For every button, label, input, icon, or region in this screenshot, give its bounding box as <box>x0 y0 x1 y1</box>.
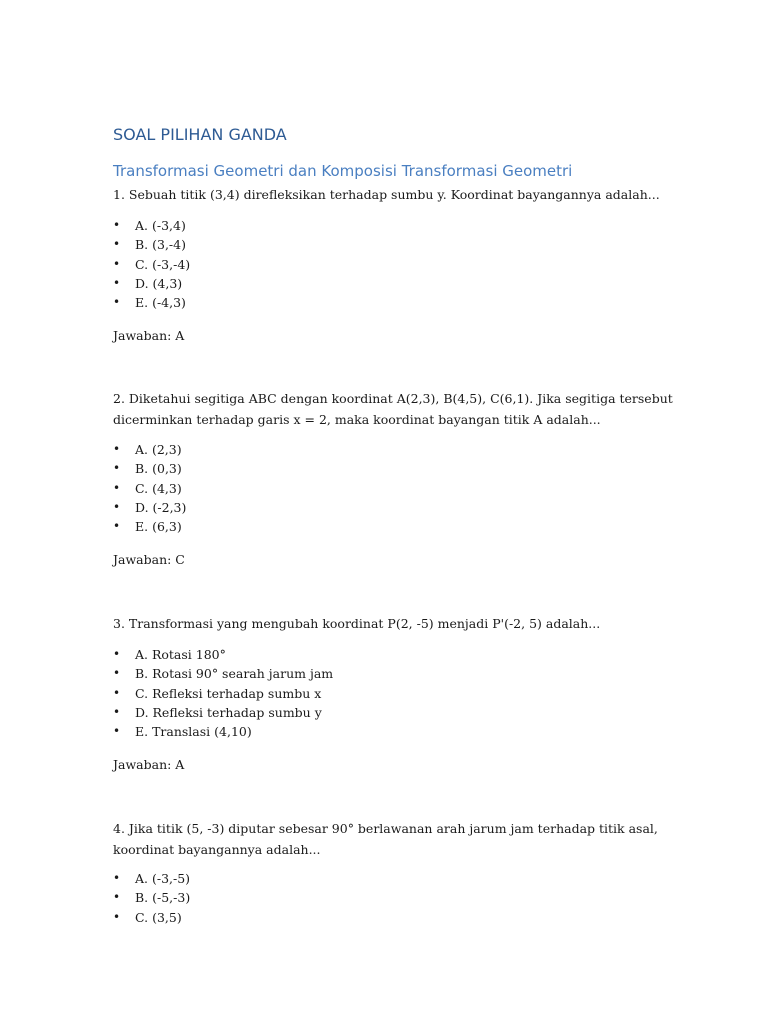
bullet-icon: • <box>113 218 121 232</box>
bullet-icon: • <box>113 237 121 252</box>
bullet-icon: • <box>113 461 121 476</box>
bullet-icon: • <box>113 256 121 271</box>
option-item <box>113 293 190 312</box>
bullet-icon: • <box>113 295 121 310</box>
question-3-options <box>113 645 333 741</box>
option-item <box>113 459 186 478</box>
question-1-text: 1. Sebuah titik (3,4) direfleksikan terhadap sumbu y. Koordinat bayangannya adalah... <box>113 187 660 202</box>
question-4-text: 4. Jika titik (5, -3) diputar sebesar 90° berlawanan arah jarum jam terhadap titik asal, koordinat bayangannya adalah... <box>113 821 658 857</box>
bullet-icon: • <box>113 647 121 661</box>
bullet-icon: • <box>113 666 121 681</box>
option-item <box>113 645 333 664</box>
document-title: SOAL PILIHAN GANDA <box>113 125 287 144</box>
option-label: D. (-2,3) <box>135 499 187 515</box>
option-label: A. Rotasi 180° <box>135 647 226 662</box>
bullet-icon: • <box>113 909 121 924</box>
question-2-answer: Jawaban: C <box>113 552 185 567</box>
option-label: A. (-3,-5) <box>135 871 191 886</box>
option-item <box>113 684 333 703</box>
option-label: C. (-3,-4) <box>135 256 191 272</box>
question-3-answer: Jawaban: A <box>113 757 185 772</box>
option-label: E. Translasi (4,10) <box>135 724 252 740</box>
option-item <box>113 722 333 741</box>
option-item <box>113 498 186 517</box>
option-item <box>113 216 190 235</box>
question-4-options <box>113 869 190 927</box>
bullet-icon: • <box>113 519 121 534</box>
option-label: C. (3,5) <box>135 909 182 925</box>
question-3-text: 3. Transformasi yang mengubah koordinat P(2, -5) menjadi P'(-2, 5) adalah... <box>113 616 601 631</box>
option-item <box>113 479 186 498</box>
bullet-icon: • <box>113 685 121 700</box>
option-label: E. (-4,3) <box>135 295 186 311</box>
option-item <box>113 869 190 888</box>
option-item <box>113 274 190 293</box>
question-2-options <box>113 440 186 536</box>
bullet-icon: • <box>113 499 121 514</box>
option-item <box>113 888 190 907</box>
bullet-icon: • <box>113 704 121 719</box>
option-item <box>113 703 333 722</box>
option-label: D. (4,3) <box>135 275 183 291</box>
option-item <box>113 908 190 927</box>
option-item <box>113 517 186 536</box>
bullet-icon: • <box>113 724 121 739</box>
option-label: A. (-3,4) <box>135 218 186 233</box>
question-2-text: 2. Diketahui segitiga ABC dengan koordinat A(2,3), B(4,5), C(6,1). Jika segitiga tersebut dicerminkan terhadap garis x = 2, maka koordinat bayangan titik A adalah... <box>113 391 673 427</box>
option-label: B. (-5,-3) <box>135 890 191 906</box>
option-label: C. Refleksi terhadap sumbu x <box>135 685 322 701</box>
option-label: B. Rotasi 90° searah jarum jam <box>135 666 334 682</box>
bullet-icon: • <box>113 890 121 905</box>
question-1-options <box>113 216 190 312</box>
option-item <box>113 664 333 683</box>
option-label: E. (6,3) <box>135 519 182 535</box>
bullet-icon: • <box>113 871 121 885</box>
bullet-icon: • <box>113 442 121 456</box>
option-label: B. (3,-4) <box>135 237 186 253</box>
document-subtitle: Transformasi Geometri dan Komposisi Transformasi Geometri <box>113 162 573 180</box>
option-label: C. (4,3) <box>135 480 182 496</box>
option-label: D. Refleksi terhadap sumbu y <box>135 704 322 720</box>
option-item <box>113 255 190 274</box>
option-label: A. (2,3) <box>135 442 182 457</box>
option-label: B. (0,3) <box>135 461 182 477</box>
bullet-icon: • <box>113 480 121 495</box>
option-item <box>113 235 190 254</box>
option-item <box>113 440 186 459</box>
bullet-icon: • <box>113 275 121 290</box>
question-1-answer: Jawaban: A <box>113 328 185 343</box>
